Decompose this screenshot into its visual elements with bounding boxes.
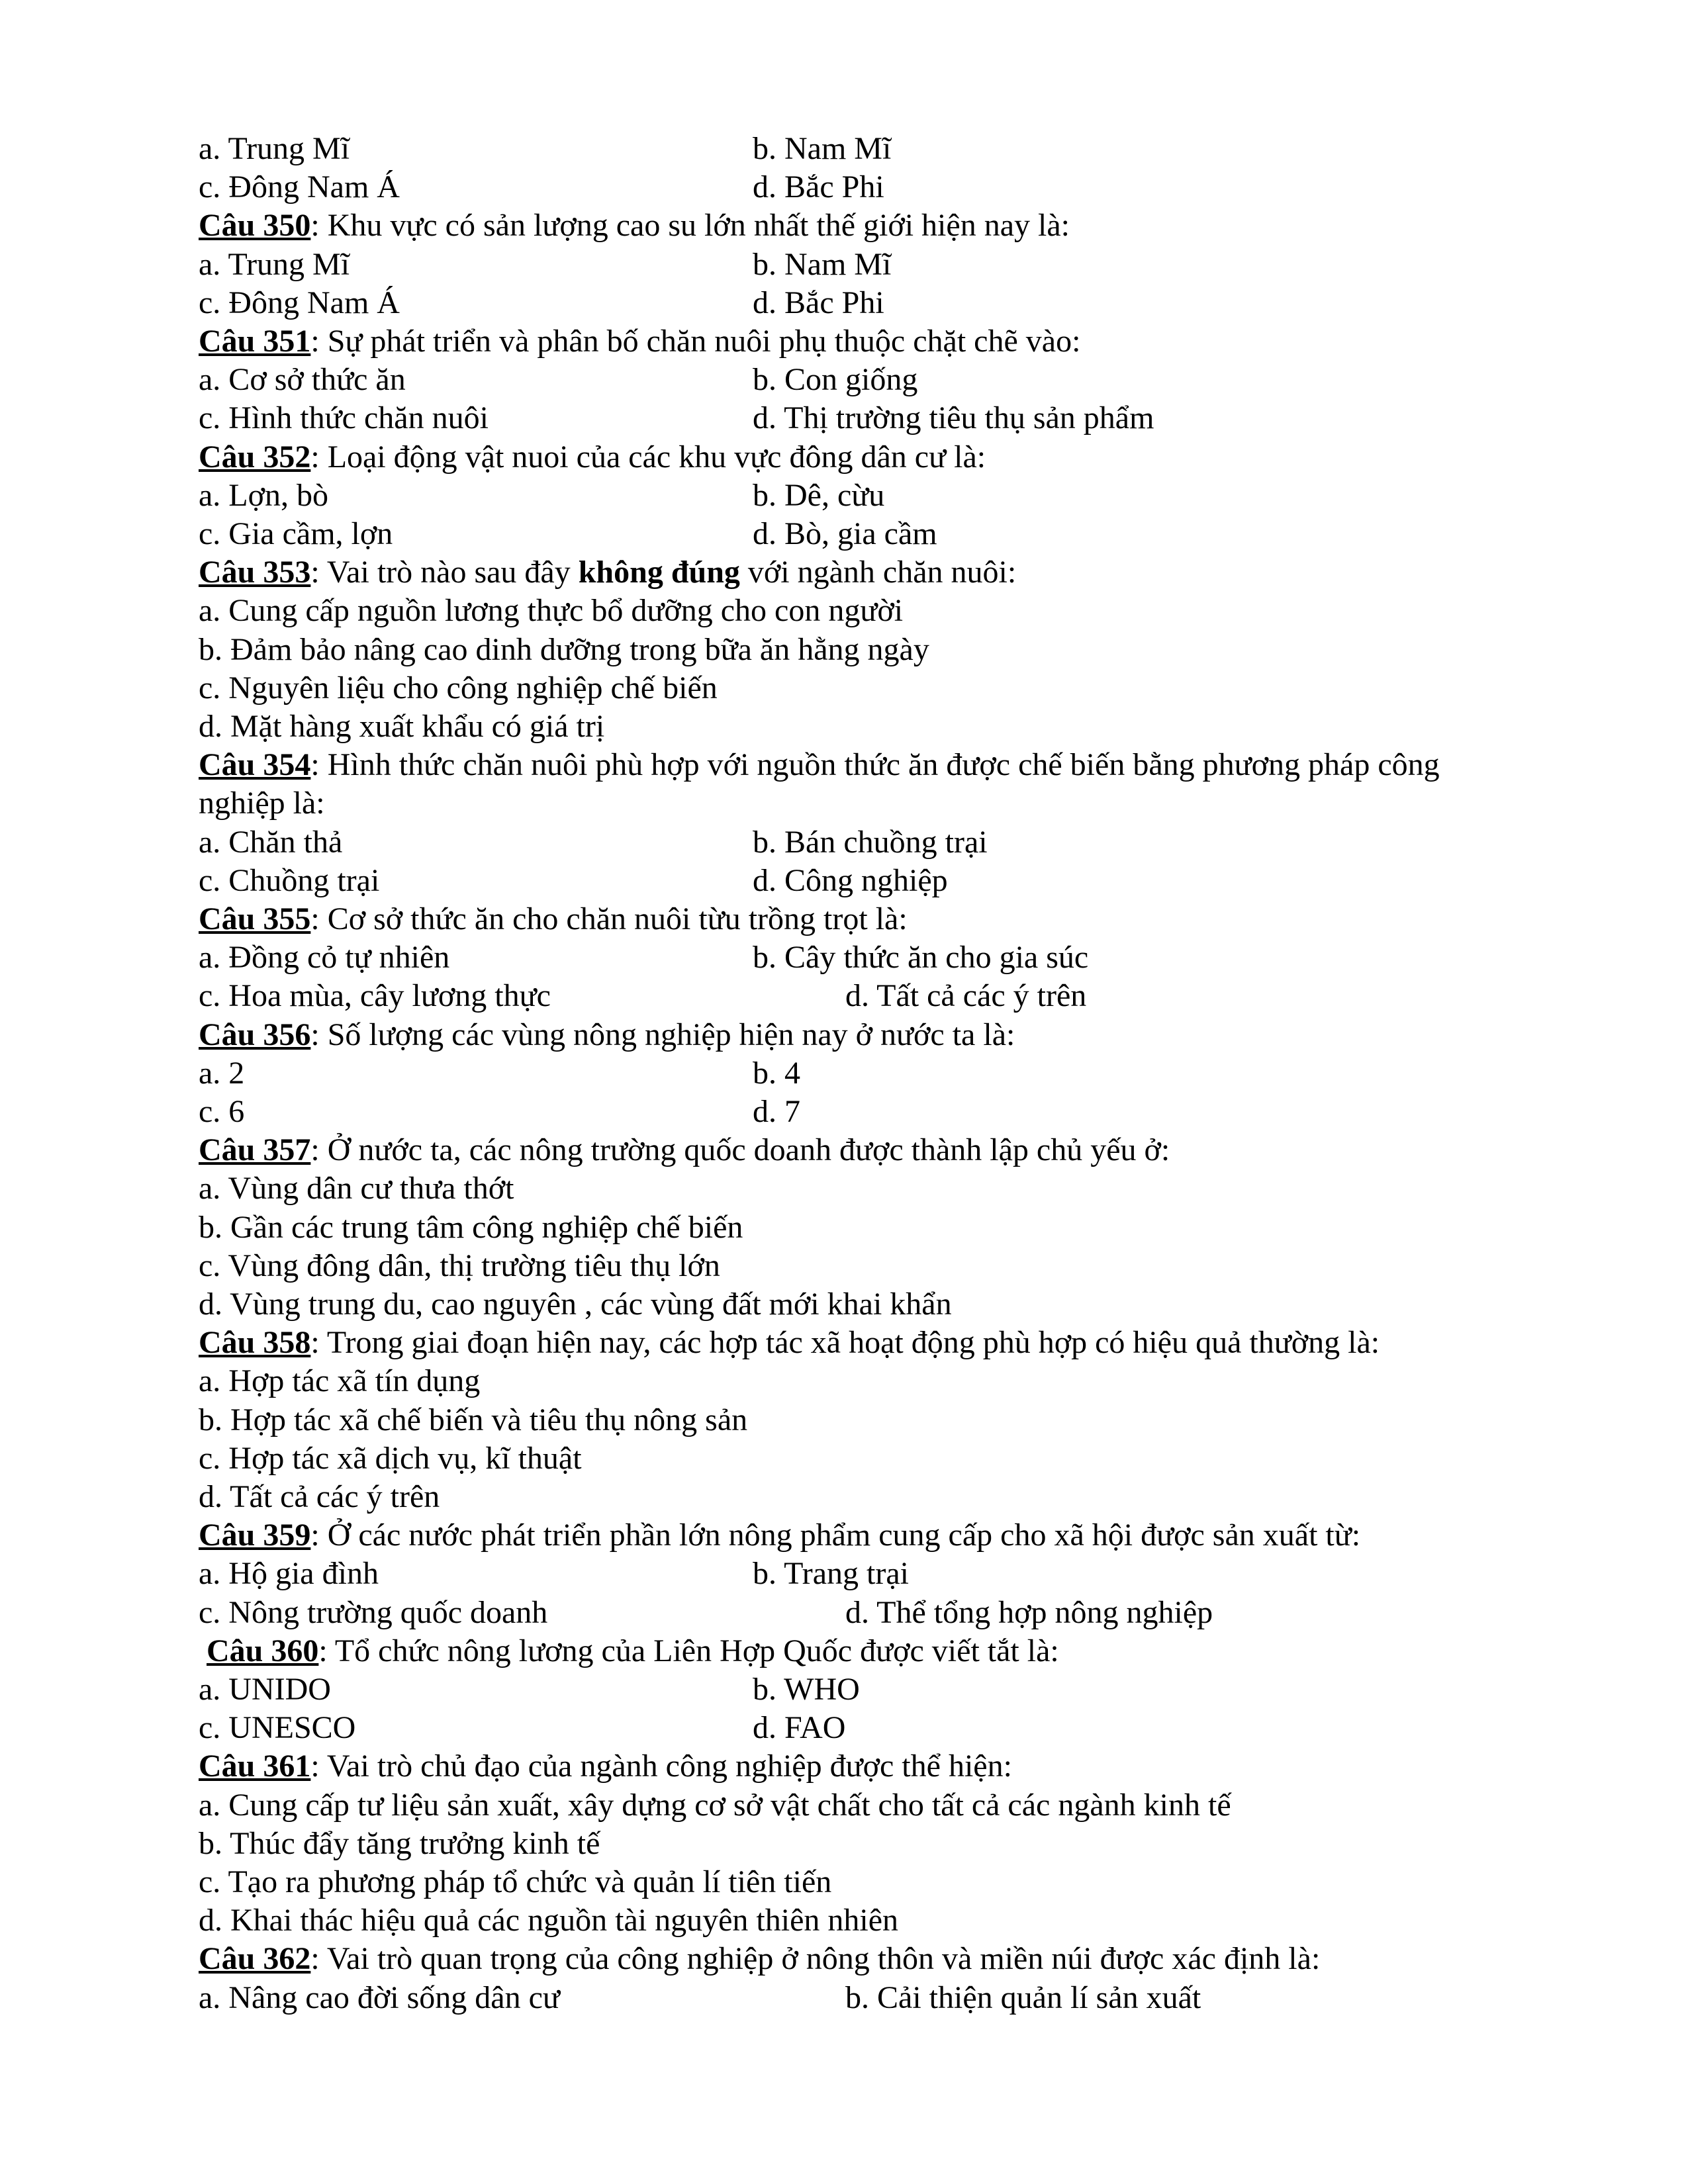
- answer-option: c. UNESCO: [199, 1710, 356, 1746]
- question-text: : Cơ sở thức ăn cho chăn nuôi từu trồng trọt là:: [310, 901, 908, 936]
- answer-option: b. Trang trại: [753, 1556, 910, 1592]
- question-line: [199, 1131, 1170, 1169]
- answer-option-text: b. Gần các trung tâm công nghiệp chế biến: [199, 1209, 743, 1245]
- question-text: : Khu vực có sản lượng cao su lớn nhất thế giới hiện nay là:: [310, 208, 1070, 244]
- question-line: [199, 206, 1070, 245]
- answer-option-text: d. Vùng trung du, cao nguyên , các vùng đất mới khai khẩn: [199, 1287, 952, 1322]
- answer-option-text: c. Tạo ra phương pháp tổ chức và quản lí tiên tiến: [199, 1864, 832, 1899]
- answer-option: c. Hoa mùa, cây lương thực: [199, 978, 551, 1014]
- question-number: Câu 354: [199, 747, 311, 783]
- answer-option: c. Đông Nam Á: [199, 169, 400, 205]
- answer-option: b. Con giống: [753, 362, 918, 398]
- answer-option: a. Hộ gia đình: [199, 1556, 379, 1592]
- question-line: [199, 1940, 1320, 1978]
- answer-option: [199, 1169, 514, 1208]
- answer-row: [199, 168, 884, 206]
- question-line: [199, 900, 908, 938]
- answer-option: [199, 1439, 582, 1478]
- answer-option-text: a. Cung cấp tư liệu sản xuất, xây dựng cơ sở vật chất cho tất cả các ngành kinh tế: [199, 1787, 1231, 1823]
- answer-option: [199, 1401, 747, 1439]
- answer-row: [199, 823, 988, 862]
- question-line: [199, 1324, 1380, 1362]
- answer-option: d. Tất cả các ý trên: [845, 978, 1087, 1014]
- answer-option: [199, 1863, 831, 1901]
- answer-row: [199, 515, 937, 553]
- answer-option-text: a. Hợp tác xã tín dụng: [199, 1363, 481, 1399]
- question-line: [199, 438, 986, 477]
- answer-option-text: nghiệp là:: [199, 786, 325, 821]
- question-number: Câu 360: [207, 1633, 319, 1668]
- answer-option: a. Lợn, bò: [199, 477, 329, 513]
- question-text: : Hình thức chăn nuôi phù hợp với nguồn thức ăn được chế biến bằng phương pháp công: [310, 747, 1440, 783]
- question-number: Câu 358: [199, 1325, 311, 1361]
- answer-option: d. Thể tổng hợp nông nghiệp: [845, 1594, 1213, 1630]
- question-text: : Số lượng các vùng nông nghiệp hiện nay ở nước ta là:: [310, 1017, 1015, 1052]
- answer-row: [199, 1709, 846, 1747]
- answer-row: [199, 361, 918, 399]
- answer-option-text: d. Khai thác hiệu quả các nguồn tài nguyên thiên nhiên: [199, 1903, 899, 1938]
- question-number: Câu 357: [199, 1132, 311, 1168]
- answer-option: d. FAO: [753, 1710, 846, 1746]
- question-text: : Sự phát triển và phân bố chăn nuôi phụ thuộc chặt chẽ vào:: [310, 324, 1081, 359]
- question-number: Câu 351: [199, 324, 311, 359]
- answer-option: [199, 784, 325, 823]
- answer-row: [199, 399, 1154, 437]
- answer-option-text: c. Hợp tác xã dịch vụ, kĩ thuật: [199, 1440, 582, 1476]
- answer-option: a. Chăn thả: [199, 824, 343, 860]
- answer-option: [199, 1478, 440, 1516]
- answer-option: a. Nâng cao đời sống dân cư: [199, 1979, 560, 2015]
- answer-option: c. Hình thức chăn nuôi: [199, 400, 489, 436]
- answer-option: b. Nam Mĩ: [753, 246, 892, 282]
- answer-option: [199, 669, 718, 707]
- answer-option-text: a. Vùng dân cư thưa thớt: [199, 1171, 514, 1206]
- question-line: [199, 1516, 1360, 1555]
- question-number: Câu 355: [199, 901, 311, 936]
- answer-option: [199, 631, 929, 669]
- question-number: Câu 362: [199, 1941, 311, 1977]
- answer-option: b. 4: [753, 1055, 800, 1091]
- answer-row: [199, 246, 892, 284]
- answer-option-text: d. Mặt hàng xuất khẩu có giá trị: [199, 709, 605, 744]
- answer-option: d. Công nghiệp: [753, 862, 948, 898]
- answer-option-text: b. Đảm bảo nâng cao dinh dưỡng trong bữa ăn hằng ngày: [199, 631, 929, 667]
- answer-option: a. Trung Mĩ: [199, 246, 350, 282]
- answer-option-text: a. Cung cấp nguồn lương thực bổ dưỡng cho con người: [199, 593, 904, 629]
- answer-option: a. Cơ sở thức ăn: [199, 362, 406, 398]
- question-text: : Vai trò nào sau đây: [310, 555, 579, 590]
- question-text: : Vai trò quan trọng của công nghiệp ở nông thôn và miền núi được xác định là:: [310, 1941, 1321, 1977]
- answer-option: c. Nông trường quốc doanh: [199, 1594, 548, 1630]
- answer-option: [199, 1247, 720, 1285]
- question-text: : Tổ chức nông lương của Liên Hợp Quốc được viết tắt là:: [318, 1633, 1059, 1668]
- question-number: Câu 350: [199, 208, 311, 244]
- question-line: [199, 746, 1440, 784]
- question-line: [207, 1632, 1059, 1670]
- question-line: [199, 553, 1016, 592]
- answer-option: [199, 1208, 743, 1247]
- answer-option: b. Cây thức ăn cho gia súc: [753, 940, 1089, 976]
- answer-option: d. Thị trường tiêu thụ sản phẩm: [753, 400, 1154, 436]
- answer-option: a. Đồng cỏ tự nhiên: [199, 940, 450, 976]
- question-text: : Loại động vật nuoi của các khu vực đông dân cư là:: [310, 439, 986, 475]
- question-number: Câu 361: [199, 1749, 311, 1784]
- answer-option-text: c. Vùng đông dân, thị trường tiêu thụ lớn: [199, 1248, 720, 1283]
- question-number: Câu 359: [199, 1518, 311, 1553]
- answer-option: c. Gia cầm, lợn: [199, 516, 393, 551]
- question-text: : Ở nước ta, các nông trường quốc doanh được thành lập chủ yếu ở:: [310, 1132, 1170, 1168]
- answer-row: [199, 1093, 800, 1131]
- answer-option: a. Trung Mĩ: [199, 131, 350, 166]
- question-line: [199, 1747, 1012, 1786]
- answer-option: b. Nam Mĩ: [753, 131, 892, 166]
- answer-option: d. 7: [753, 1094, 800, 1129]
- answer-option: [199, 1786, 1231, 1825]
- answer-option-text: c. Nguyên liệu cho công nghiệp chế biến: [199, 670, 718, 705]
- question-text: : Trong giai đoạn hiện nay, các hợp tác xã hoạt động phù hợp có hiệu quả thường là:: [310, 1325, 1380, 1361]
- answer-option: d. Bò, gia cầm: [753, 516, 937, 551]
- answer-option: [199, 1825, 600, 1863]
- answer-option: a. 2: [199, 1055, 245, 1091]
- answer-option: [199, 1362, 480, 1400]
- question-line: [199, 1016, 1015, 1054]
- question-emphasis: không đúng: [578, 555, 740, 590]
- answer-row: [199, 1054, 800, 1093]
- answer-option: [199, 1901, 898, 1940]
- answer-option-text: b. Hợp tác xã chế biến và tiêu thụ nông sản: [199, 1402, 748, 1437]
- answer-option: [199, 707, 604, 746]
- question-number: Câu 353: [199, 555, 311, 590]
- answer-row: [199, 130, 892, 168]
- answer-option: c. Đông Nam Á: [199, 285, 400, 320]
- answer-row: [199, 1594, 1213, 1632]
- answer-option: d. Bắc Phi: [753, 285, 884, 320]
- question-line: [199, 322, 1080, 361]
- question-number: Câu 352: [199, 439, 311, 475]
- answer-row: [199, 477, 885, 515]
- answer-option: [199, 592, 903, 630]
- answer-row: [199, 284, 884, 322]
- answer-row: [199, 977, 1087, 1015]
- answer-option: [199, 1285, 952, 1324]
- question-number: Câu 356: [199, 1017, 311, 1052]
- answer-option-text: b. Thúc đẩy tăng trưởng kinh tế: [199, 1825, 600, 1861]
- question-text: : Vai trò chủ đạo của ngành công nghiệp được thể hiện:: [310, 1749, 1012, 1784]
- answer-option: b. WHO: [753, 1672, 860, 1707]
- question-text: : Ở các nước phát triển phần lớn nông phẩm cung cấp cho xã hội được sản xuất từ:: [310, 1518, 1361, 1553]
- answer-row: [199, 938, 1089, 977]
- question-text-tail: với ngành chăn nuôi:: [739, 555, 1017, 590]
- answer-option: a. UNIDO: [199, 1672, 331, 1707]
- answer-row: [199, 1670, 860, 1709]
- answer-option-text: d. Tất cả các ý trên: [199, 1479, 440, 1514]
- answer-row: [199, 1979, 1201, 2017]
- answer-option: d. Bắc Phi: [753, 169, 884, 205]
- answer-option: c. Chuồng trại: [199, 862, 380, 898]
- answer-row: [199, 862, 948, 900]
- answer-option: b. Cải thiện quản lí sản xuất: [845, 1979, 1201, 2015]
- answer-option: b. Dê, cừu: [753, 477, 885, 513]
- answer-option: b. Bán chuồng trại: [753, 824, 988, 860]
- answer-option: c. 6: [199, 1094, 245, 1129]
- answer-row: [199, 1555, 910, 1593]
